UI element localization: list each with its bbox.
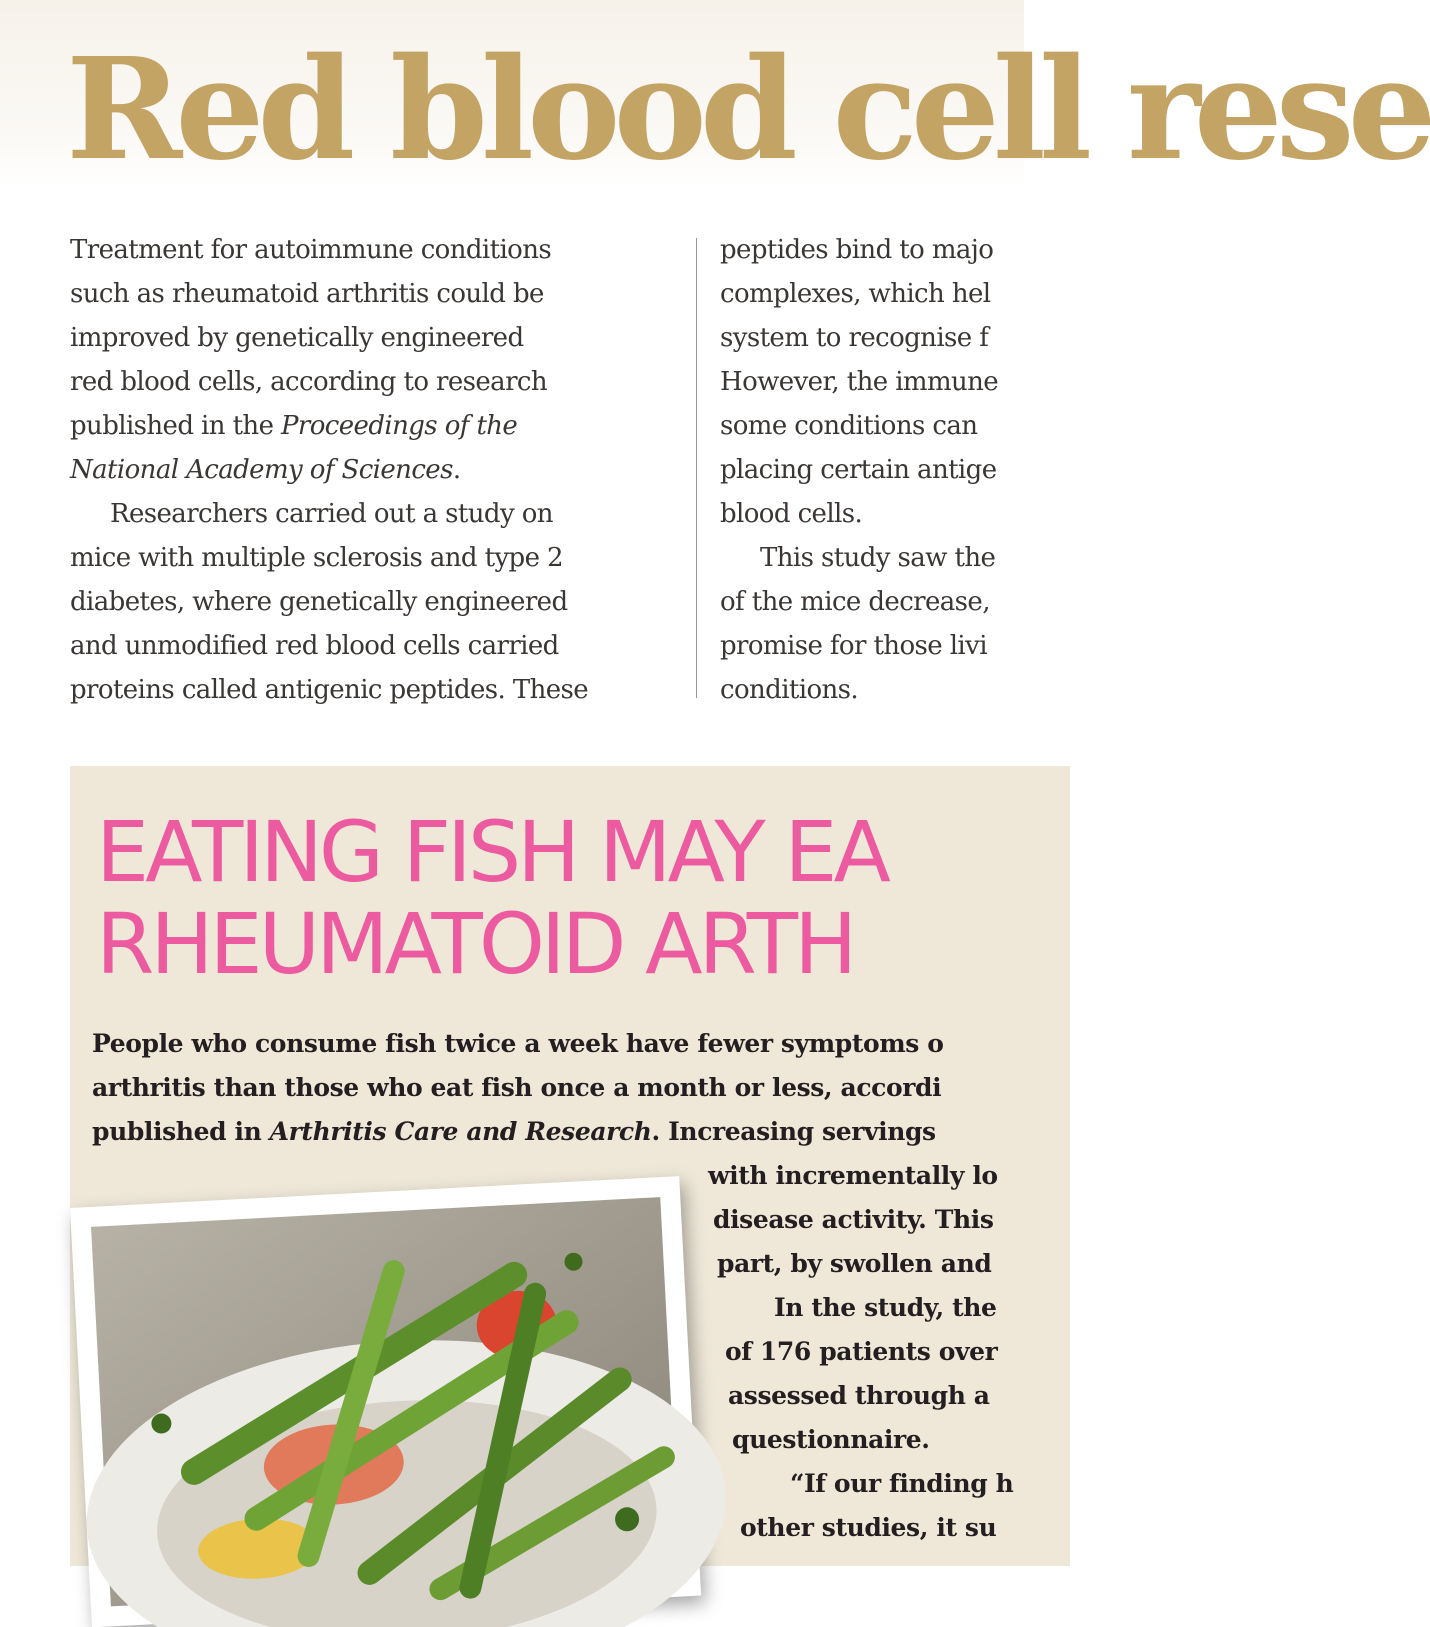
body-line: complexes, which hel [720, 279, 991, 309]
lead-publication-name: Arthritis Care and Research [269, 1117, 652, 1146]
body-line: peptides bind to majo [720, 235, 994, 265]
lead-publication-suffix: . Increasing servings [651, 1117, 936, 1146]
wrap-line: questionnaire. [732, 1425, 930, 1454]
wrap-line: other studies, it su [740, 1513, 997, 1542]
publication-prefix: published in the [70, 411, 282, 441]
article-column-2 [720, 228, 1120, 712]
body-line: This study saw the [760, 543, 996, 573]
lead-line-publication [92, 1110, 1092, 1154]
body-line: some conditions can [720, 411, 978, 441]
publication-name-cont: National Academy of Sciences [70, 455, 453, 485]
lead-line: People who consume fish twice a week have fewer symptoms o [92, 1029, 944, 1058]
body-line-publication [70, 404, 670, 448]
publication-name: Proceedings of the [281, 411, 518, 441]
body-line: proteins called antigenic peptides. These [70, 675, 589, 705]
article-column-1 [70, 228, 670, 712]
body-line: improved by genetically engineered [70, 323, 524, 353]
feature-title-line: RHEUMATOID ARTH [96, 895, 854, 993]
salad-photo [70, 1176, 701, 1627]
body-line: placing certain antige [720, 455, 997, 485]
salad-photo-image [91, 1197, 680, 1606]
body-line: of the mice decrease, [720, 587, 990, 617]
body-line: conditions. [720, 675, 859, 705]
body-line: mice with multiple sclerosis and type 2 [70, 543, 563, 573]
body-line: and unmodified red blood cells carried [70, 631, 559, 661]
wrap-line: “If our finding h [790, 1469, 1014, 1498]
body-line: Researchers carried out a study on [110, 499, 553, 529]
body-line: system to recognise f [720, 323, 989, 353]
lead-publication-prefix: published in [92, 1117, 270, 1146]
body-line: red blood cells, according to research [70, 367, 548, 397]
body-line: such as rheumatoid arthritis could be [70, 279, 544, 309]
column-divider [696, 238, 697, 698]
wrap-line: In the study, the [774, 1293, 997, 1322]
body-line: diabetes, where genetically engineered [70, 587, 568, 617]
feature-lead [92, 1022, 1092, 1154]
wrap-line: part, by swollen and [717, 1249, 992, 1278]
article-headline: Red blood cell rese [66, 28, 1430, 192]
body-line: However, the immune [720, 367, 999, 397]
wrap-line: assessed through a [728, 1381, 990, 1410]
feature-title [96, 803, 887, 993]
wrap-line: of 176 patients over [725, 1337, 998, 1366]
publication-end: . [452, 455, 461, 485]
wrap-line: disease activity. This [713, 1205, 994, 1234]
body-line-publication [70, 448, 670, 492]
lead-line: arthritis than those who eat fish once a month or less, accordi [92, 1073, 942, 1102]
wrap-line: with incrementally lo [708, 1161, 998, 1190]
feature-title-line: EATING FISH MAY EA [96, 803, 887, 901]
body-line: blood cells. [720, 499, 863, 529]
body-line: Treatment for autoimmune conditions [70, 235, 552, 265]
body-line: promise for those livi [720, 631, 987, 661]
